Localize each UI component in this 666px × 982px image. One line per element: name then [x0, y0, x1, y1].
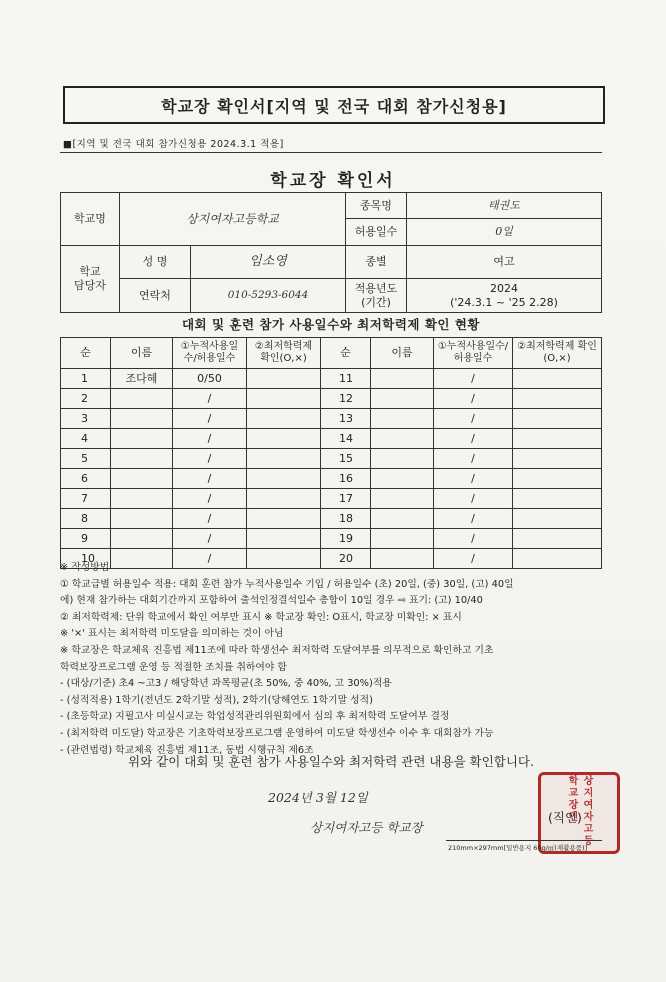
col-check-right: ②최저학력제 확인(O,×): [512, 337, 602, 369]
note-line: ※ 작성방법: [60, 562, 110, 573]
footer-divider: [446, 840, 602, 841]
footer-note: 210mm×297mm[일반용지 60g/㎡(재활용품)]: [448, 844, 588, 852]
note-line: ※ '×' 표시는 최저학력 미도달을 의미하는 것이 아님: [60, 628, 284, 640]
confirm-text: 위와 같이 대회 및 훈련 참가 사용일수와 최저학력 관련 내용을 확인합니다.: [128, 754, 534, 769]
table-cell-check: [246, 488, 321, 509]
table-cell-name: [110, 488, 173, 509]
year-value: [406, 278, 602, 313]
table-cell-no: 10: [60, 548, 111, 569]
table-cell-name: [370, 468, 434, 489]
year-label-line1: 적용년도: [354, 281, 398, 295]
table-cell-no: 19: [320, 528, 371, 549]
event-label: 종별: [345, 245, 407, 279]
col-no-right: 순: [320, 337, 371, 369]
table-cell-days: /: [433, 428, 513, 449]
table-cell-name: 조다혜: [110, 368, 173, 389]
date-text: 2024년 3월 12일: [268, 790, 368, 805]
table-cell-no: 5: [60, 448, 111, 469]
table-cell-check: [512, 448, 602, 469]
table-cell-check: [512, 468, 602, 489]
event-value: 여고: [406, 245, 602, 279]
allowed-days-value: 0일: [406, 218, 602, 246]
note-line: - (대상/기준) 초4 ~고3 / 해당학년 과목평균(초 50%, 중 40%, 고 30%)적용: [60, 678, 392, 690]
table-cell-days: /: [172, 528, 247, 549]
table-cell-name: [110, 428, 173, 449]
table-cell-check: [246, 528, 321, 549]
table-cell-days: /: [433, 528, 513, 549]
table-cell-no: 7: [60, 488, 111, 509]
table-cell-no: 20: [320, 548, 371, 569]
sport-value: 태권도: [406, 192, 602, 219]
table-cell-no: 1: [60, 368, 111, 389]
year-label: [345, 278, 407, 313]
note-line: - (관련법령) 학교체육 진흥법 제11조, 동법 시행규칙 제6조: [60, 744, 314, 756]
table-cell-no: 11: [320, 368, 371, 389]
contact-value: 010-5293-6044: [190, 278, 346, 313]
manager-label: [60, 245, 120, 313]
school-value: 상지여자고등학교: [119, 192, 346, 246]
table-cell-days: /: [433, 508, 513, 529]
table-cell-days: /: [433, 408, 513, 429]
table-cell-check: [512, 368, 602, 389]
col-no-left: 순: [60, 337, 111, 369]
table-cell-name: [110, 408, 173, 429]
table-cell-check: [246, 448, 321, 469]
table-cell-no: 8: [60, 508, 111, 529]
sport-label: 종목명: [345, 192, 407, 219]
table-cell-days: /: [172, 408, 247, 429]
table-cell-name: [370, 488, 434, 509]
table-cell-days: /: [172, 468, 247, 489]
col-check-left: ②최저학력제 확인(O,×): [246, 337, 321, 369]
col-days-left: ①누적사용일수/허용일수: [172, 337, 247, 369]
table-cell-no: 14: [320, 428, 371, 449]
manager-label-line2: 담당자: [74, 279, 106, 292]
note-line: ① 학교급별 허용일수 적용: 대회 훈련 참가 누적사용일수 기입 / 허용일수 (초) 20일, (중) 30일, (고) 40일: [60, 578, 514, 590]
table-cell-check: [512, 388, 602, 409]
year-label-line2: (기간): [361, 295, 391, 309]
table-cell-no: 17: [320, 488, 371, 509]
table-cell-check: [246, 468, 321, 489]
table-cell-check: [512, 488, 602, 509]
seal-label: (직인): [548, 810, 582, 825]
table-cell-name: [370, 428, 434, 449]
contact-label: 연락처: [119, 278, 191, 313]
header-subnote: ■[지역 및 전국 대회 참가신청용 2024.3.1 적용]: [63, 139, 284, 150]
name-value: 임소영: [190, 245, 346, 279]
table-cell-days: /: [433, 448, 513, 469]
table-cell-days: /: [433, 548, 513, 569]
table-cell-name: [110, 468, 173, 489]
table-cell-days: /: [172, 388, 247, 409]
table-cell-check: [246, 408, 321, 429]
table-cell-no: 4: [60, 428, 111, 449]
table-cell-name: [370, 408, 434, 429]
table-cell-check: [246, 388, 321, 409]
name-label: 성 명: [119, 245, 191, 279]
notes: [60, 560, 608, 759]
table-cell-name: [110, 448, 173, 469]
table-cell-name: [370, 388, 434, 409]
year-value-line1: 2024: [490, 281, 518, 295]
note-line: - (초등학교) 지필고사 미실시교는 학업성적관리위원회에서 심의 후 최저학력 도달여부 결정: [60, 711, 450, 723]
table-cell-no: 9: [60, 528, 111, 549]
divider: [60, 152, 602, 153]
header-title: 학교장 확인서[지역 및 전국 대회 참가신청용]: [63, 86, 605, 124]
note-line: ※ 학교장은 학교체육 진흥법 제11조에 따라 학생선수 최저학력 도달여부를 의무적으로 확인하고 기초: [60, 644, 494, 656]
table-cell-days: 0/50: [172, 368, 247, 389]
table-cell-name: [370, 528, 434, 549]
table-cell-name: [370, 508, 434, 529]
school-label: 학교명: [60, 192, 120, 246]
table-cell-days: /: [172, 508, 247, 529]
table-cell-days: /: [172, 548, 247, 569]
school-signature: 상지여자고등 학교장: [310, 820, 423, 835]
table-cell-check: [246, 368, 321, 389]
col-days-right: ①누적사용일수/허용일수: [433, 337, 513, 369]
table-cell-name: [110, 528, 173, 549]
table-cell-no: 12: [320, 388, 371, 409]
col-name-right: 이름: [370, 337, 434, 369]
table-cell-days: /: [172, 488, 247, 509]
year-value-line2: ('24.3.1 ~ '25 2.28): [450, 295, 558, 309]
table-cell-days: /: [433, 468, 513, 489]
table-cell-days: /: [433, 388, 513, 409]
table-cell-days: /: [172, 448, 247, 469]
table-cell-name: [110, 508, 173, 529]
table-cell-no: 15: [320, 448, 371, 469]
table-cell-days: /: [172, 428, 247, 449]
table-cell-check: [246, 508, 321, 529]
note-line: 학력보장프로그램 운영 등 적절한 조치를 취하여야 함: [60, 661, 287, 673]
table-cell-no: 3: [60, 408, 111, 429]
doc-title: 학교장 확인서: [270, 171, 396, 191]
note-line: ② 최저학력제: 단위 학교에서 확인 여부만 표시 ※ 학교장 확인: O표시, 학교장 미확인: × 표시: [60, 611, 462, 623]
table-cell-check: [512, 528, 602, 549]
col-name-left: 이름: [110, 337, 173, 369]
note-line: - (최저학력 미도달) 학교장은 기초학력보장프로그램 운영하여 미도달 학생선수 이수 후 대회참가 가능: [60, 727, 494, 739]
table-cell-name: [370, 368, 434, 389]
table-cell-check: [512, 508, 602, 529]
stamp-text: 상지여자고등학교장인: [566, 775, 592, 847]
table-cell-no: 13: [320, 408, 371, 429]
table-cell-check: [512, 428, 602, 449]
table-cell-no: 2: [60, 388, 111, 409]
table-cell-check: [512, 408, 602, 429]
table-cell-days: /: [433, 488, 513, 509]
section-title: 대회 및 훈련 참가 사용일수와 최저학력제 확인 현황: [181, 317, 481, 332]
manager-label-line1: 학교: [79, 265, 101, 279]
note-line: 에) 현재 참가하는 대회기간까지 포함하여 출석인정결석일수 총합이 10일 경우 ⇨ 표기: (고) 10/40: [60, 595, 483, 607]
table-cell-no: 6: [60, 468, 111, 489]
table-cell-no: 16: [320, 468, 371, 489]
table-cell-check: [246, 428, 321, 449]
table-cell-name: [110, 388, 173, 409]
allowed-days-label: 허용일수: [345, 218, 407, 246]
table-cell-days: /: [433, 368, 513, 389]
note-line: - (성적적용) 1학기(전년도 2학기말 성적), 2학기(당해연도 1학기말 성적): [60, 694, 373, 706]
table-cell-no: 18: [320, 508, 371, 529]
table-cell-name: [370, 448, 434, 469]
